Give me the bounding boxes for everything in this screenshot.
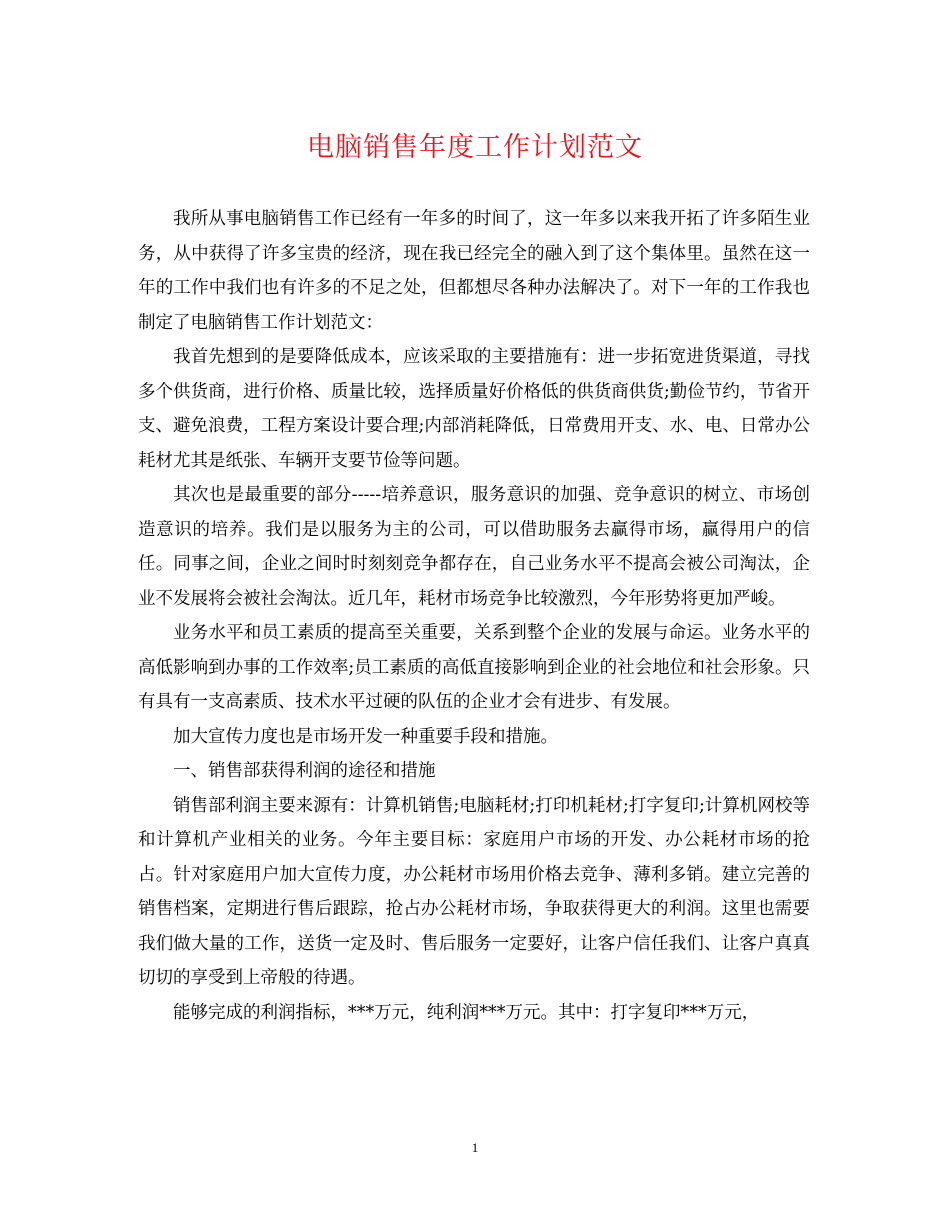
paragraph-intro: 我所从事电脑销售工作已经有一年多的时间了，这一年多以来我开拓了许多陌生业务，从中获得了许多宝贵的经济，现在我已经完全的融入到了这个集体里。虽然在这一年的工作中我们也有许多的不足之处，但都想尽各种办法解决了。对下一年的工作我也制定了电脑销售工作计划范文： — [138, 209, 810, 333]
paragraph-awareness: 其次也是最重要的部分-----培养意识，服务意识的加强、竞争意识的树立、市场创造意识的培养。我们是以服务为主的公司，可以借助服务去赢得市场，赢得用户的信任。同事之间，企业之间时时刻刻竞争都存在，自己业务水平不提高会被公司淘汰，企业不发展将会被社会淘汰。近几年，耗材市场竞争比较激烈，今年形势将更加严峻。 — [138, 485, 810, 609]
document-body — [138, 202, 810, 1030]
section-heading-profit: 一、销售部获得利润的途径和措施 — [173, 761, 436, 781]
document-title: 电脑销售年度工作计划范文 — [307, 132, 643, 163]
paragraph-profit-targets: 能够完成的利润指标，***万元，纯利润***万元。其中：打字复印***万元， — [173, 1002, 760, 1023]
paragraph-cost-reduction: 我首先想到的是要降低成本，应该采取的主要措施有：进一步拓宽进货渠道，寻找多个供货商，进行价格、质量比较，选择质量好价格低的供货商供货;勤俭节约，节省开支、避免浪费，工程方案设计要合理;内部消耗降低，日常费用开支、水、电、日常办公耗材尤其是纸张、车辆开支要节俭等问题。 — [138, 347, 810, 471]
paragraph-publicity: 加大宣传力度也是市场开发一种重要手段和措施。 — [173, 726, 558, 747]
paragraph-profit-sources: 销售部利润主要来源有：计算机销售;电脑耗材;打印机耗材;打字复印;计算机网校等和计算机产业相关的业务。今年主要目标：家庭用户市场的开发、办公耗材市场的抢占。针对家庭用户加大宣传力度，办公耗材市场用价格去竞争、薄利多销。建立完善的销售档案，定期进行售后跟踪，抢占办公耗材市场，争取获得更大的利润。这里也需要我们做大量的工作，送货一定及时、售后服务一定要好，让客户信任我们、让客户真真切切的享受到上帝般的待遇。 — [138, 795, 810, 988]
paragraph-staff-quality: 业务水平和员工素质的提高至关重要，关系到整个企业的发展与命运。业务水平的高低影响到办事的工作效率;员工素质的高低直接影响到企业的社会地位和社会形象。只有具有一支高素质、技术水平过硬的队伍的企业才会有进步、有发展。 — [138, 623, 810, 712]
page-number: 1 — [471, 1140, 479, 1155]
